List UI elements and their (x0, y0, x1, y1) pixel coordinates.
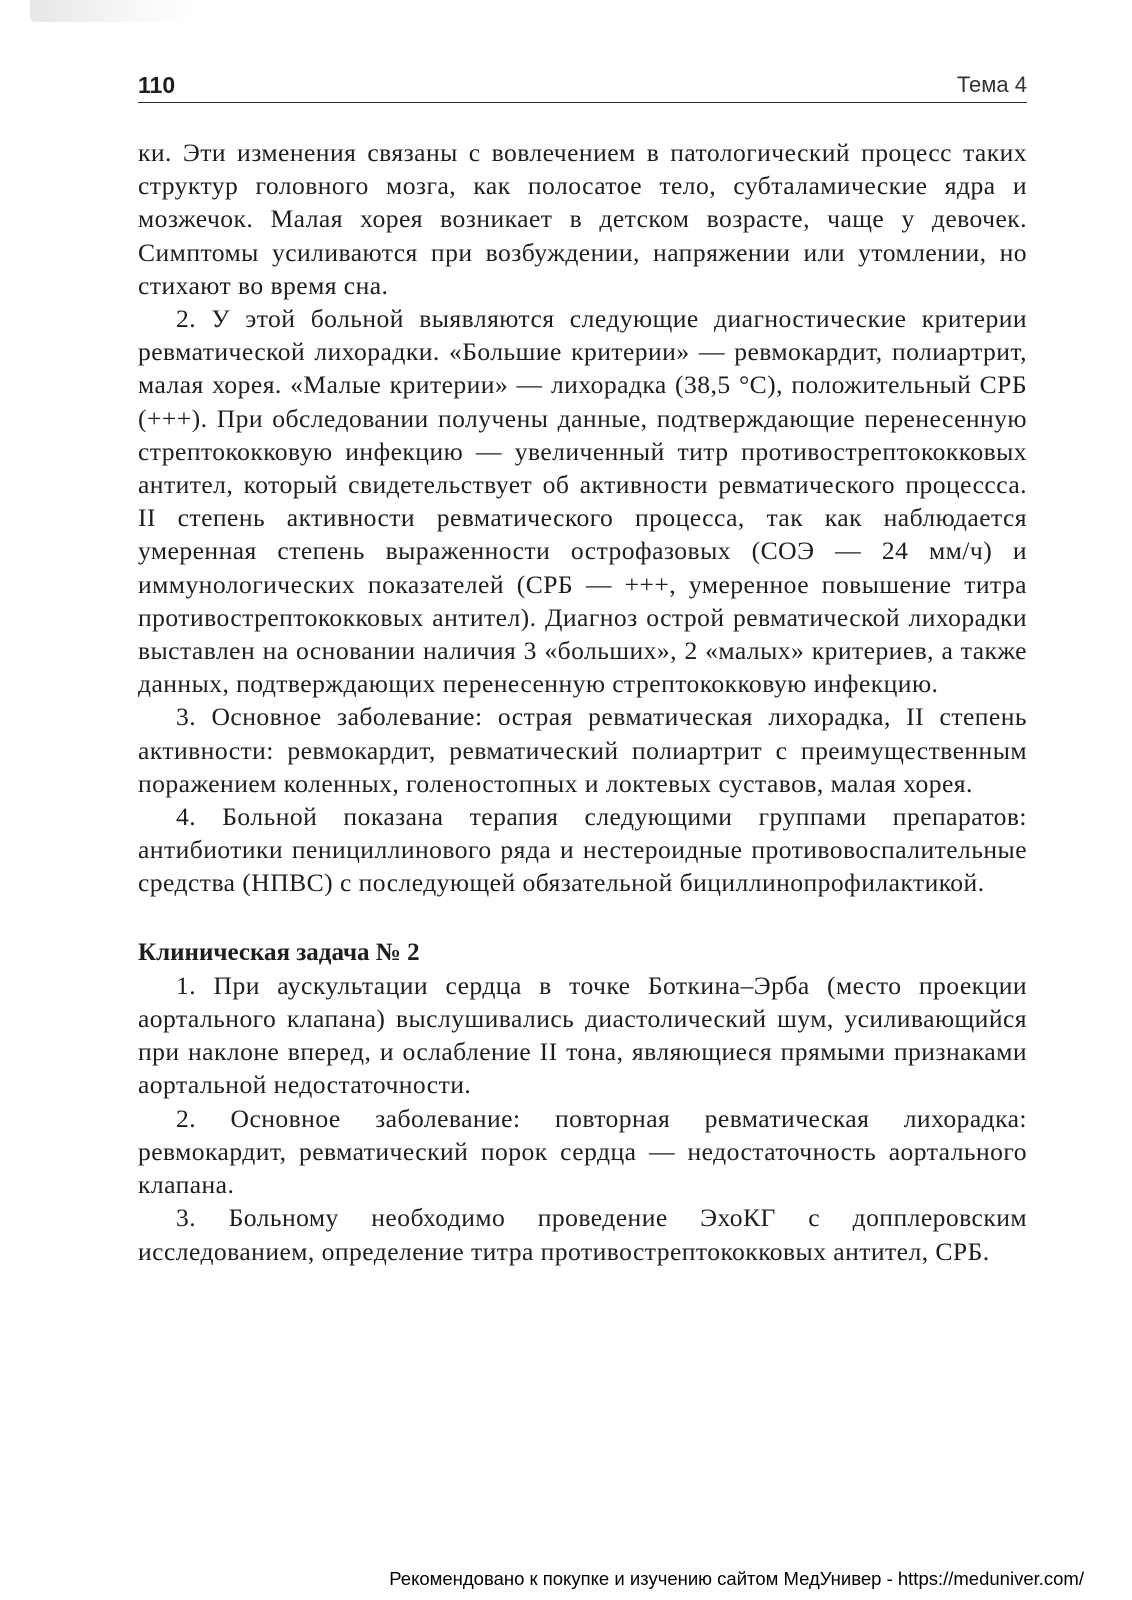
running-head (138, 68, 1027, 103)
task2-paragraph-main-disease: 2. Основное заболевание: повторная ревматическая лихорадка: ревмокардит, ревматический порок сердца — недостаточность аортального клапана. (138, 1103, 1027, 1200)
paragraph-main-disease: 3. Основное заболевание: острая ревматическая лихорадка, II степень активности: ревмокардит, ревматический полиартрит с преимущественным поражением коленных, голеностопных и локтевых суставов, малая хорея. (138, 702, 1027, 798)
task2-paragraph-auscultation: 1. При аускультации сердца в точке Боткина–Эрба (место проекции аортального клапана) выслушивались диастолический шум, усиливающийся при наклоне вперед, и ослабление II тона, являющиеся прямыми признаками аортальной недостаточности. (138, 970, 1027, 1100)
page-number: 110 (138, 72, 176, 98)
main-text (138, 136, 1027, 1268)
task2-paragraph-examination: 3. Больному необходимо проведение ЭхоКГ с допплеровским исследованием, определение титра противострептококковых антител, СРБ. (138, 1203, 1027, 1266)
footer-recommendation: Рекомендовано к покупке и изучению сайтом МедУнивер - https://meduniver.com/ (389, 1568, 1084, 1589)
task2-heading: Клиническая задача № 2 (138, 938, 420, 966)
paragraph-continuation: ки. Эти изменения связаны с вовлечением в патологический процесс таких структур головного мозга, как полосатое тело, субталамические ядра и мозжечок. Малая хорея возникает в детском возрасте, чаще у девочек. Симптомы усиливаются при возбуждении, напряжении или утомлении, но стихают во время сна. (138, 138, 1027, 300)
paragraph-diagnostic-criteria: 2. У этой больной выявляются следующие диагностические критерии ревматической лихорадки. «Большие критерии» — ревмокардит, полиартрит, малая хорея. «Малые критерии» — лихорадка (38,5 °С), положительный СРБ (+++). При обследовании получены данные, подтверждающие перенесенную стрептококковую инфекцию — увеличенный титр противострептококковых антител, который свидетельствует об активности ревматического процессса. II степень активности ревматического процесса, так как наблюдается умеренная степень выраженности острофазовых (СОЭ — 24 мм/ч) и иммунологических показателей (СРБ — +++, умеренное повышение титра противострептококковых антител). Диагноз острой ревматической лихорадки выставлен на основании наличия 3 «больших», 2 «малых» критериев, а также данных, подтверждающих перенесенную стрептококковую инфекцию. (138, 304, 1027, 699)
scan-smudge (30, 0, 200, 22)
section-label: Тема 4 (956, 72, 1027, 97)
paragraph-therapy: 4. Больной показана терапия следующими группами препаратов: антибиотики пенициллинового ряда и нестероидные противовоспалительные средства (НПВС) с последующей обязательной бициллинопрофилактикой. (138, 802, 1027, 898)
